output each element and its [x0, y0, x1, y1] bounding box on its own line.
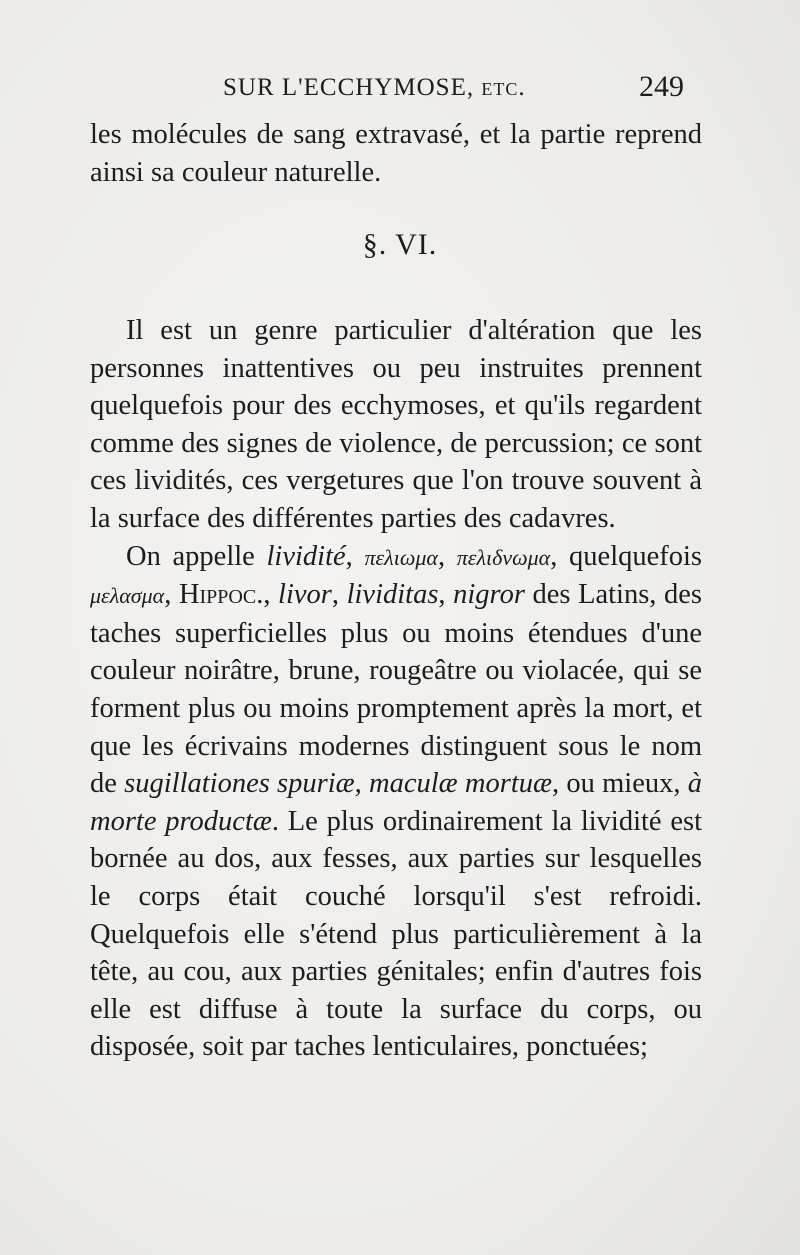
paragraph-2: [90, 538, 702, 1066]
running-header: [90, 70, 700, 110]
p2-text-6: ,: [263, 579, 279, 611]
section-heading: §. VI.: [362, 228, 438, 261]
paragraph-1: Il est un genre particulier d'altération que les personnes inattentives ou peu instruites prennent quelquefois pour des ecchymoses, et qu'ils regardent comme des signes de violence, de percussion; ce sont ces lividités, ces vergetures que l'on trouve souvent à la surface des différentes parties des cadavres.: [90, 315, 702, 534]
greek-term-2: πελιδνωμα: [456, 544, 551, 570]
greek-term-1: πελιωμα: [364, 544, 438, 570]
term-livor: livor: [278, 579, 332, 611]
p2-text-7: ,: [331, 579, 347, 611]
author-name: Hippoc.: [178, 579, 264, 611]
section-body: [90, 312, 702, 1066]
p2-text-9: des Latins, des taches superficielles plus ou moins étendues d'une couleur noirâtre, brune, rougeâtre ou violacée, qui se forment plus ou moins promptement après la mort, et que les écrivains modernes distinguent sous le nom de: [90, 579, 702, 800]
term-nigror: nigror: [453, 579, 525, 611]
p2-text-3: ,: [437, 540, 457, 572]
term-morte-productae: à morte productæ: [90, 768, 702, 837]
page-number: 249: [639, 70, 684, 103]
continuation-text: [90, 116, 702, 191]
term-sugillationes: sugillationes spuriæ, maculæ mortuæ: [124, 768, 553, 800]
term-lividitas: lividitas: [346, 579, 439, 611]
p2-text-11: . Le plus ordinairement la lividité est bornée au dos, aux fesses, aux parties sur lesquelles le corps était couché lorsqu'il s'est refroidi. Quelquefois elle s'étend plus particulièrement à la tête, au cou, aux parties génitales; enfin d'autres fois elle est diffuse à toute la surface du corps, ou disposée, soit par taches lenticulaires, ponctuées;: [90, 805, 702, 1063]
term-lividite: lividité: [266, 540, 346, 572]
continuation-paragraph: les molécules de sang extravasé, et la partie reprend ainsi sa couleur naturelle.: [90, 119, 702, 188]
p2-text-4: , quelquefois: [550, 540, 703, 572]
p2-text-1: On appelle: [126, 540, 267, 572]
greek-term-3: μελασμα: [90, 583, 165, 609]
p2-text-8: ,: [438, 579, 454, 611]
running-title: SUR L'ECCHYMOSE, etc.: [223, 74, 526, 101]
p2-text-10: , ou mieux,: [552, 768, 688, 800]
p2-text-2: ,: [345, 540, 365, 572]
p2-text-5: ,: [164, 579, 179, 611]
